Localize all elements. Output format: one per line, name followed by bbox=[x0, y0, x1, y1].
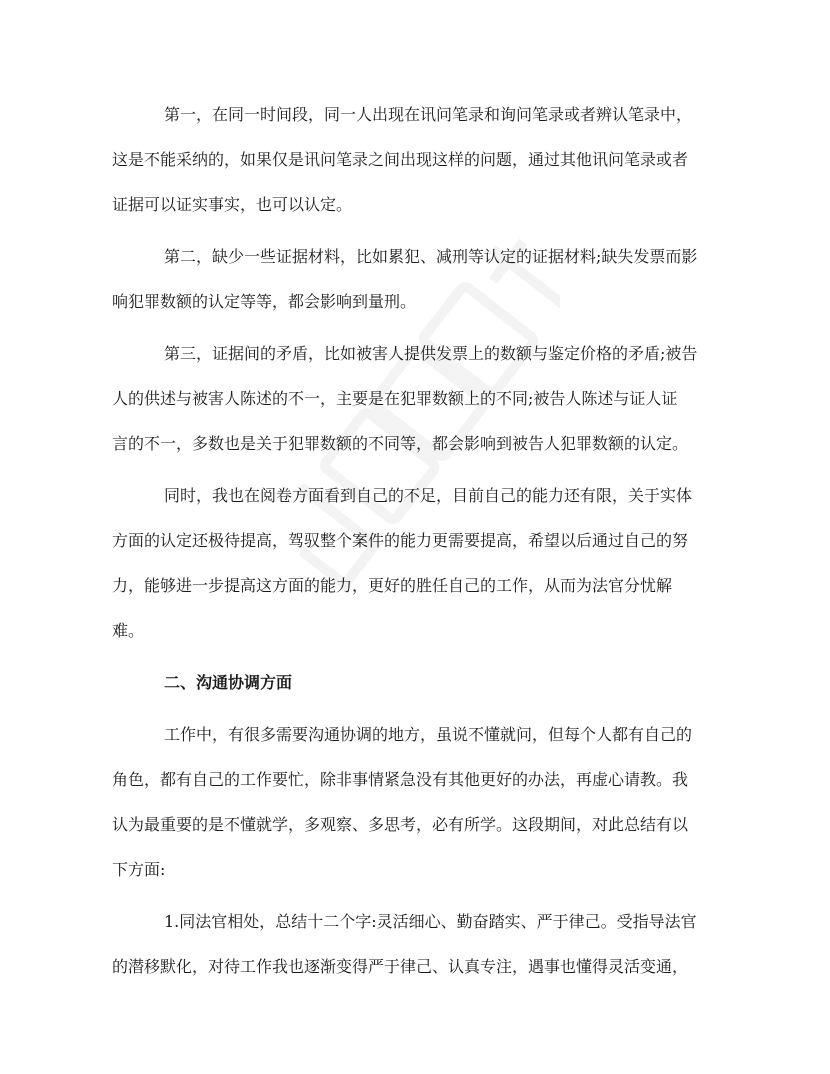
heading-text: 二、沟通协调方面 bbox=[164, 673, 293, 692]
text-line: 第二，缺少一些证据材料，比如累犯、减刑等认定的证据材料;缺失发票而影 bbox=[164, 247, 698, 266]
text-line: 响犯罪数额的认定等等，都会影响到量刑。 bbox=[112, 292, 417, 311]
text-line: 力，能够进一步提高这方面的能力，更好的胜任自己的工作，从而为法官分忧解 bbox=[112, 576, 673, 595]
text-line: 第三，证据间的矛盾，比如被害人提供发票上的数额与鉴定价格的矛盾;被告 bbox=[164, 344, 698, 363]
section-heading bbox=[112, 664, 718, 709]
text-line: 角色，都有自己的工作要忙，除非事情紧急没有其他更好的办法，再虚心请教。我 bbox=[112, 770, 689, 789]
paragraph-4 bbox=[112, 477, 718, 657]
text-line: 同时，我也在阅卷方面看到自己的不足，目前自己的能力还有限，关于实体 bbox=[164, 486, 693, 505]
document-body bbox=[112, 96, 718, 993]
paragraph-3 bbox=[112, 335, 718, 470]
text-line: 证据可以证实事实，也可以认定。 bbox=[112, 195, 353, 214]
text-line: 方面的认定还极待提高，驾驭整个案件的能力更需要提高，希望以后通过自己的努 bbox=[112, 531, 689, 550]
text-line: 工作中，有很多需要沟通协调的地方，虽说不懂就问，但每个人都有自己的 bbox=[164, 725, 693, 744]
text-line: 言的不一，多数也是关于犯罪数额的不同等，都会影响到被告人犯罪数额的认定。 bbox=[112, 434, 689, 453]
text-line: 1.同法官相处，总结十二个字:灵活细心、勤奋踏实、严于律己。受指导法官 bbox=[164, 912, 697, 931]
text-line: 难。 bbox=[112, 621, 145, 640]
text-line: 认为最重要的是不懂就学，多观察、多思考，必有所学。这段期间，对此总结有以 bbox=[112, 815, 689, 834]
text-line: 的潜移默化，对待工作我也逐渐变得严于律己、认真专注，遇事也懂得灵活变通， bbox=[112, 957, 689, 976]
text-line: 第一，在同一时间段，同一人出现在讯问笔录和询问笔录或者辨认笔录中， bbox=[164, 105, 693, 124]
paragraph-1 bbox=[112, 96, 718, 231]
paragraph-2 bbox=[112, 238, 718, 328]
text-line: 人的供述与被害人陈述的不一，主要是在犯罪数额上的不同;被告人陈述与证人证 bbox=[112, 389, 678, 408]
text-line: 这是不能采纳的，如果仅是讯问笔录之间出现这样的问题，通过其他讯问笔录或者 bbox=[112, 150, 689, 169]
text-line: 下方面: bbox=[112, 860, 166, 879]
paragraph-5 bbox=[112, 716, 718, 896]
paragraph-6 bbox=[112, 903, 718, 993]
